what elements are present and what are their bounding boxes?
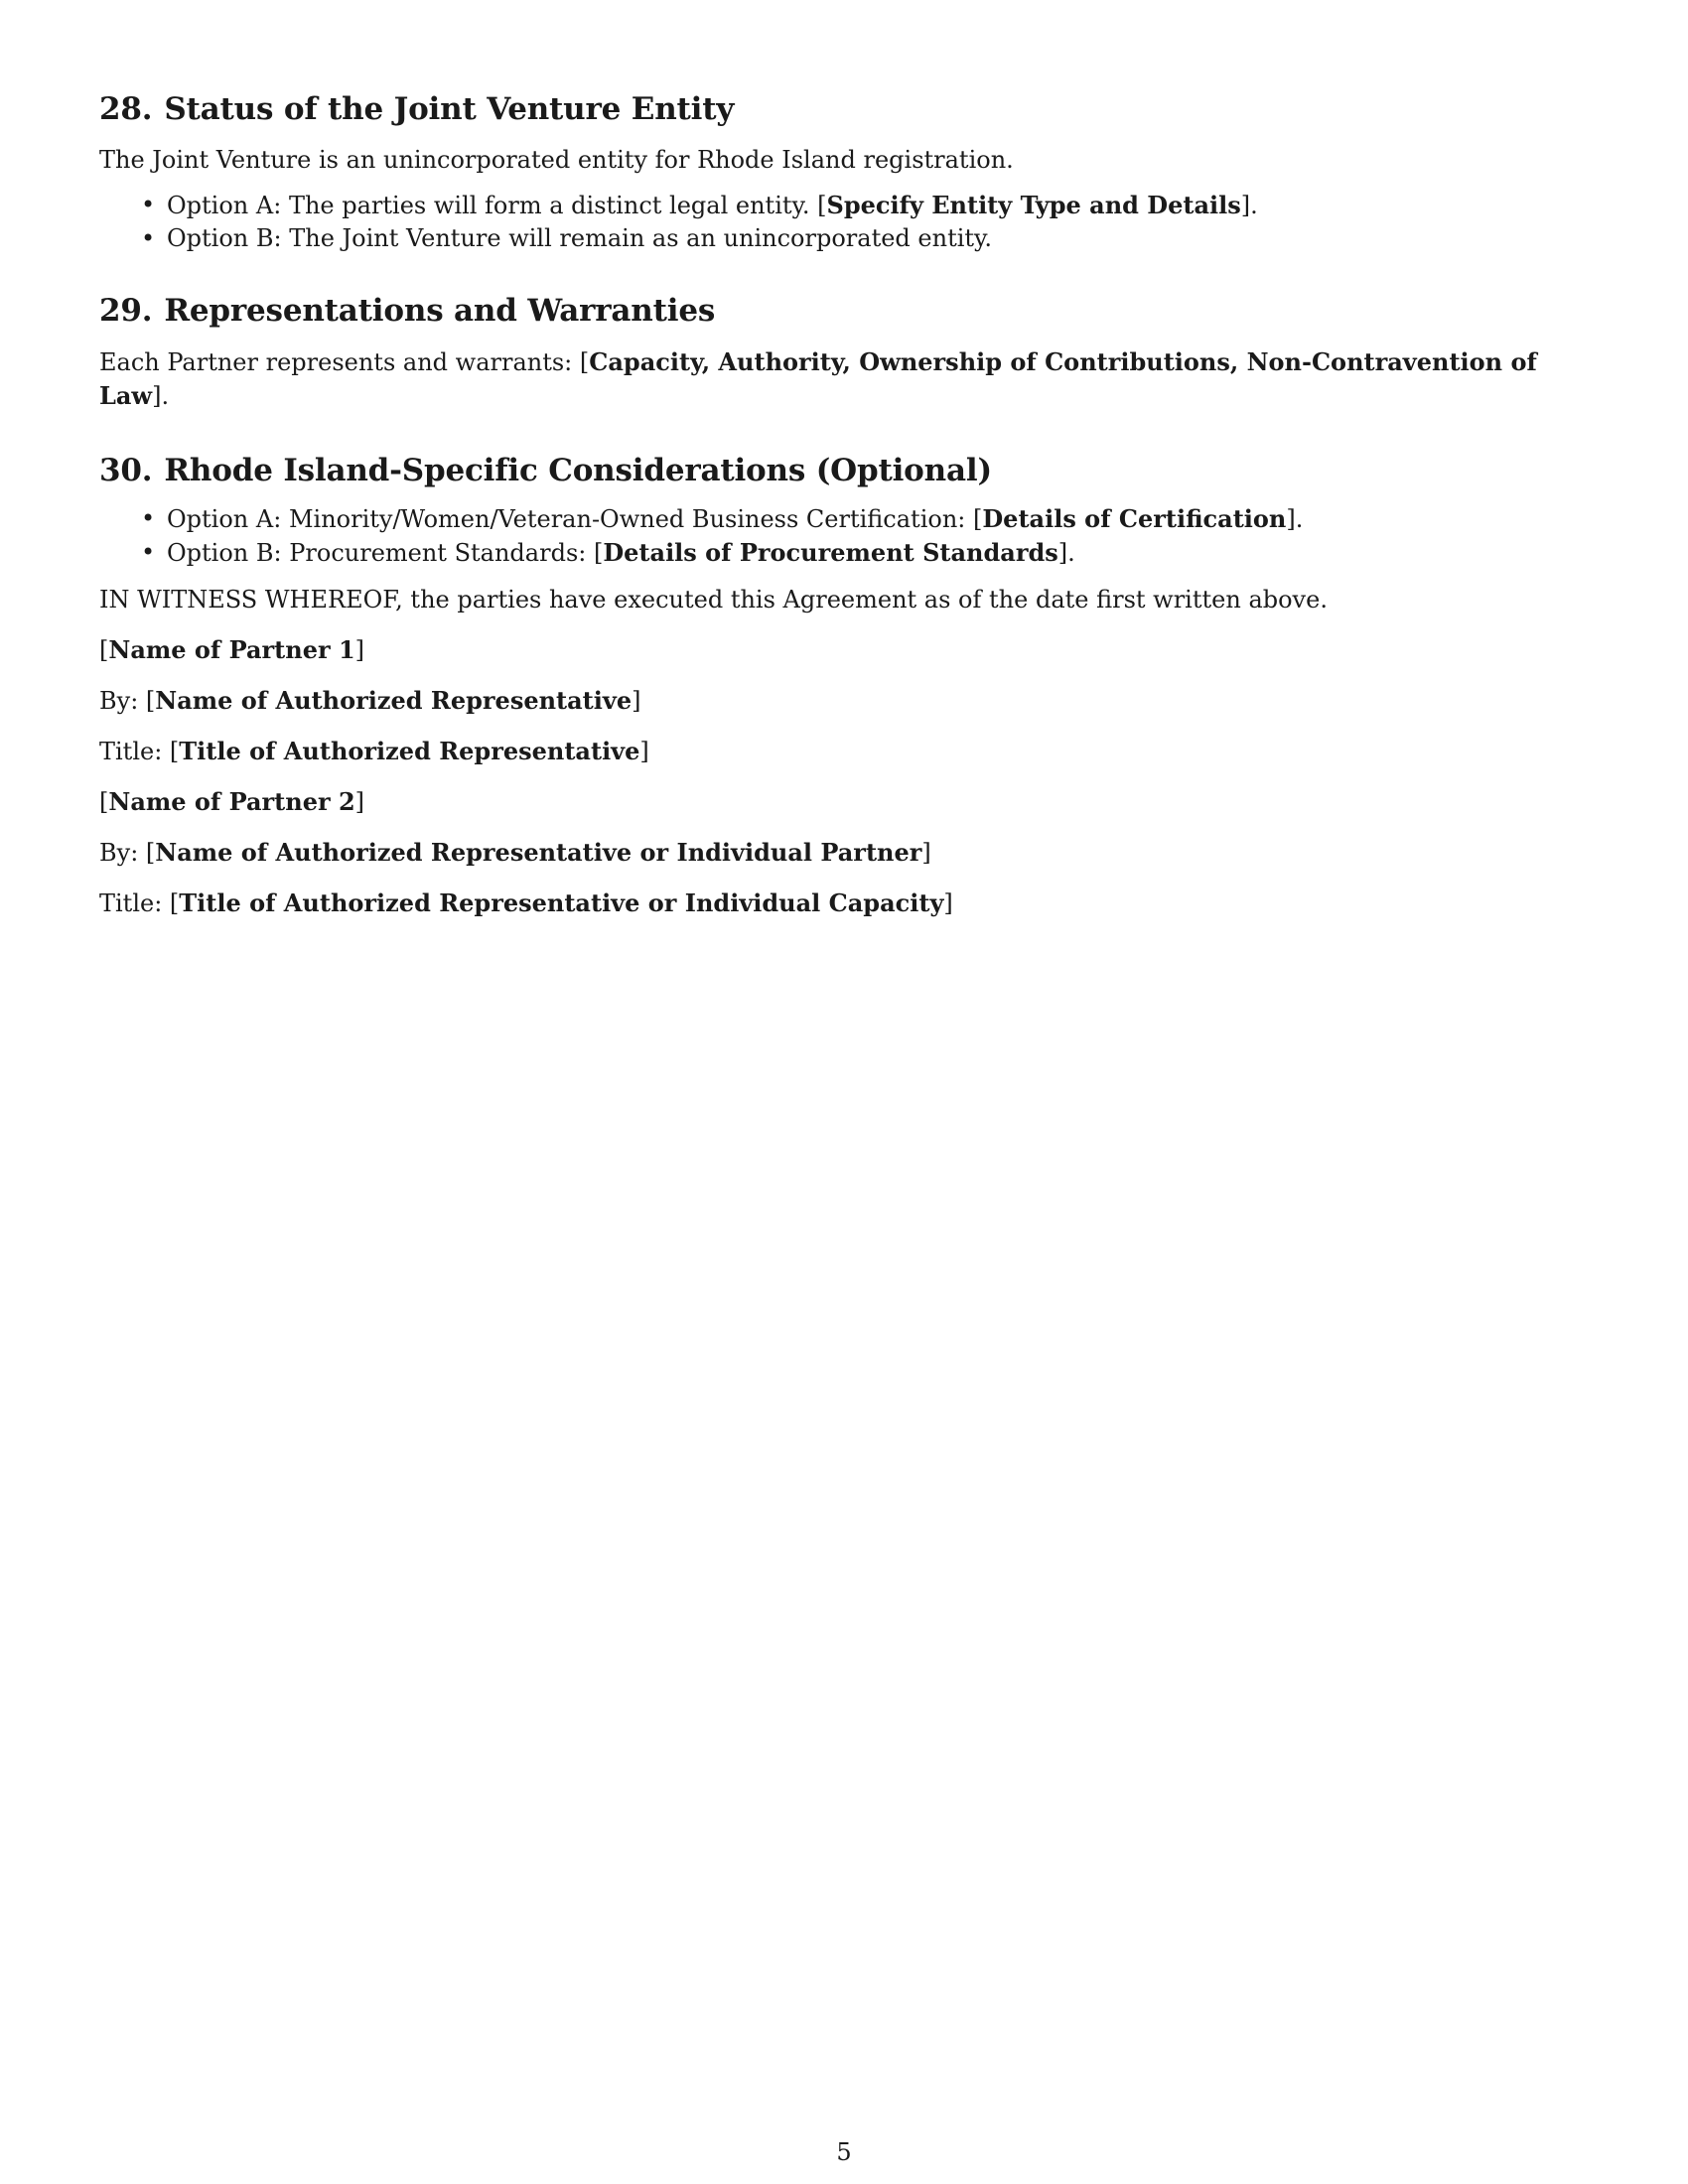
section-title: Representations and Warranties (164, 293, 716, 330)
section-29-heading (99, 293, 1589, 330)
section-number: 29. (99, 293, 153, 330)
page-number: 5 (836, 2138, 852, 2166)
witness-clause: IN WITNESS WHEREOF, the parties have executed this Agreement as of the date first written above. (99, 585, 1328, 614)
option-suffix: ]. (1057, 538, 1075, 567)
section-28-options (99, 189, 1589, 255)
partner-1-name: [Name of Partner 1] (99, 634, 365, 664)
partner-1-by-line: By: [Name of Authorized Representative] (99, 685, 641, 715)
party-placeholder: Name of Partner 2 (108, 786, 355, 816)
option-placeholder: Details of Certification (982, 503, 1287, 533)
title-label: Title: (99, 737, 170, 765)
section-29-body (99, 345, 1589, 413)
section-30-heading (99, 453, 1589, 489)
document-page (99, 91, 1589, 937)
option-text: Option B: The Joint Venture will remain as an unincorporated entity. (167, 224, 993, 253)
option-suffix: ]. (1286, 504, 1304, 533)
partner-2-title-line: Title: [Title of Authorized Representative or Individual Capacity] (99, 887, 953, 917)
section-number: 30. (99, 453, 153, 489)
option-text: Option A: Minority/Women/Veteran-Owned Business Certification: [ (167, 504, 983, 533)
body-suffix: ]. (152, 382, 170, 411)
partner-2-by-line: By: [Name of Authorized Representative or Individual Partner] (99, 837, 931, 867)
section-title: Rhode Island-Specific Considerations (Optional) (164, 453, 992, 489)
option-item (167, 189, 1589, 222)
option-item (167, 502, 1589, 536)
title-label: Title: (99, 888, 170, 917)
option-text: Option A: The parties will form a distinct legal entity. [ (167, 192, 827, 220)
option-item (167, 222, 1589, 255)
section-28-heading (99, 91, 1589, 128)
section-number: 28. (99, 91, 153, 127)
title-placeholder: Title of Authorized Representative or Individual Capacity (179, 887, 944, 917)
option-item (167, 536, 1589, 570)
title-placeholder: Title of Authorized Representative (179, 736, 640, 765)
option-placeholder: Specify Entity Type and Details (826, 191, 1241, 220)
section-28-body: The Joint Venture is an unincorporated entity for Rhode Island registration. (99, 146, 1014, 175)
body-text: Each Partner represents and warrants: [ (99, 348, 590, 377)
option-suffix: ]. (1240, 192, 1258, 220)
by-placeholder: Name of Authorized Representative or Individual Partner (155, 837, 922, 867)
party-placeholder: Name of Partner 1 (108, 634, 355, 664)
by-label: By: (99, 838, 146, 867)
by-placeholder: Name of Authorized Representative (155, 685, 633, 715)
by-label: By: (99, 686, 146, 715)
partner-2-name: [Name of Partner 2] (99, 786, 365, 816)
option-text: Option B: Procurement Standards: [ (167, 538, 604, 567)
body-placeholder: Capacity, Authority, Ownership of Contributions, Non-Contravention of Law (99, 347, 1537, 411)
partner-1-title-line: Title: [Title of Authorized Representative] (99, 736, 649, 765)
option-placeholder: Details of Procurement Standards (603, 537, 1058, 567)
section-30-options (99, 502, 1589, 570)
section-title: Status of the Joint Venture Entity (164, 91, 735, 127)
